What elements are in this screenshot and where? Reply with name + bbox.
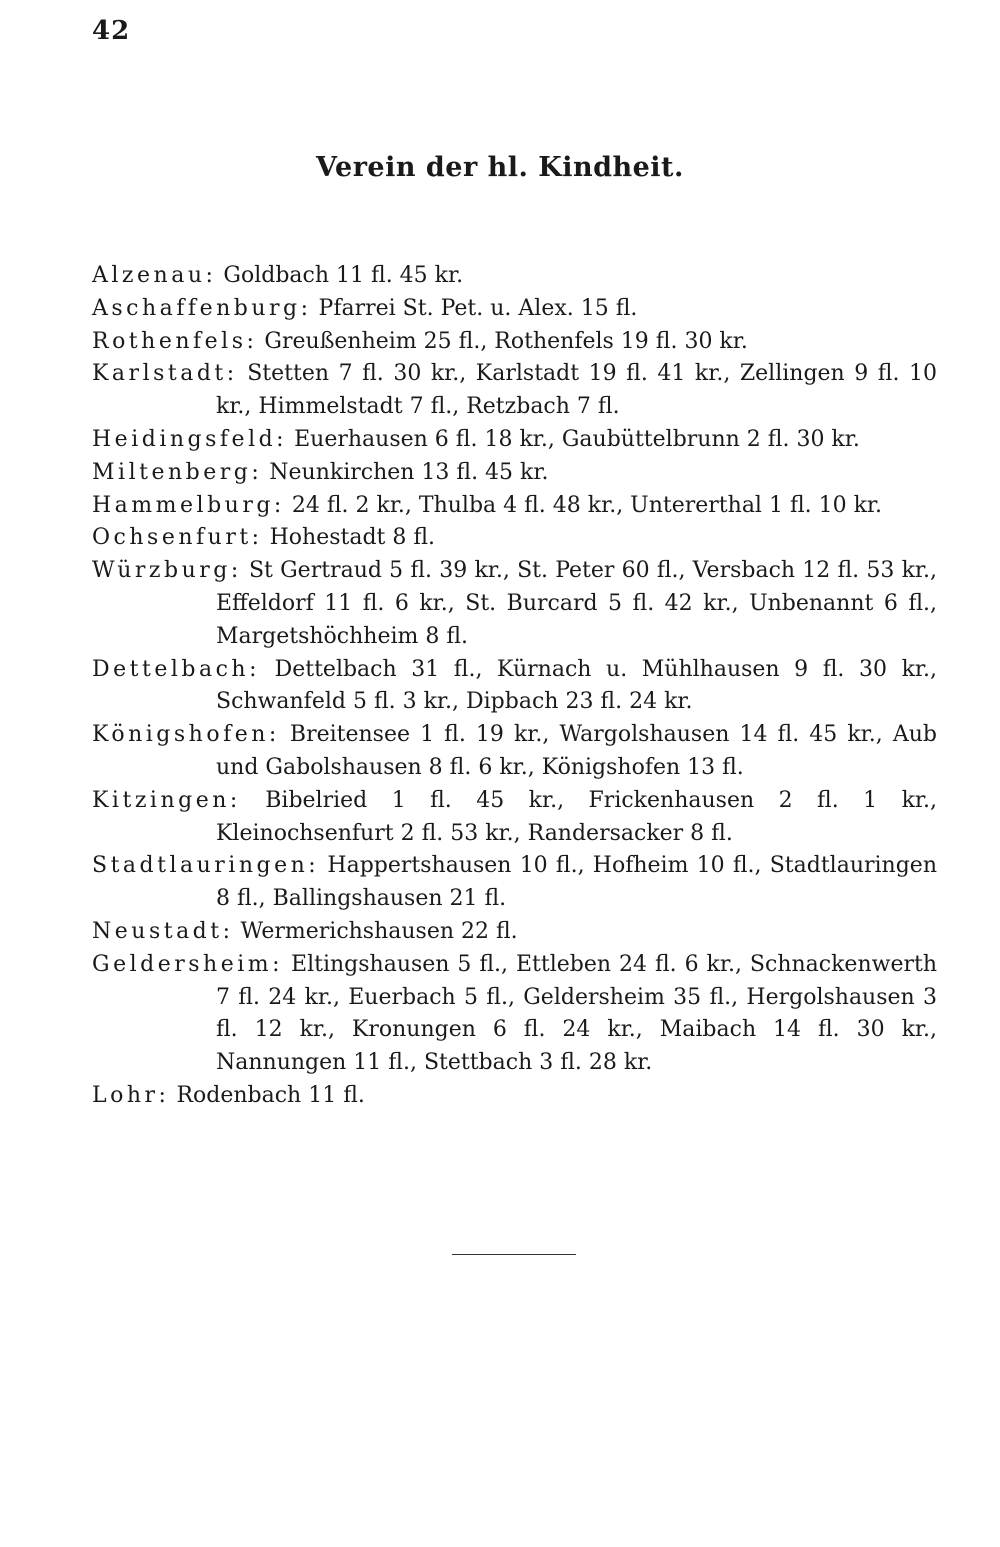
place-name: Dettelbach: [92,656,260,682]
list-item [92,260,937,293]
list-item [92,949,937,1080]
place-name: Karlstadt: [92,361,238,387]
list-item [92,490,937,523]
list-item [92,654,937,720]
place-name: Kitzingen: [92,787,241,813]
list-item [92,916,937,949]
entry-text: Stetten 7 fl. 30 kr., Karlstadt 19 fl. 41 kr., Zellingen 9 fl. 10 kr., Himmelstadt 7 fl., Retzbach 7 fl. [216,361,937,420]
page-title: Verein der hl. Kindheit. [316,152,684,183]
list-item [92,850,937,916]
entry-text: Eltingshausen 5 fl., Ettleben 24 fl. 6 kr., Schnackenwerth 7 fl. 24 kr., Euerbach 5 fl., Geldersheim 35 fl., Hergolshausen 3 fl. 12 kr., Kronungen 6 fl. 24 kr., Maibach 14 fl. 30 kr., Nannungen 11 fl., Stettbach 3 fl. 28 kr. [216,951,937,1076]
list-item [92,358,937,424]
list-item [92,719,937,785]
entry-text: 24 fl. 2 kr., Thulba 4 fl. 48 kr., Untererthal 1 fl. 10 kr. [291,492,883,518]
list-item [92,424,937,457]
donation-list [92,260,937,1113]
entry-text: Pfarrei St. Pet. u. Alex. 15 fl. [318,295,638,321]
list-item [92,555,937,653]
entry-text: Goldbach 11 fl. 45 kr. [223,263,464,288]
list-item [92,785,937,851]
entry-text: Euerhausen 6 fl. 18 kr., Gaubüttelbrunn 2 fl. 30 kr. [294,426,860,452]
place-name: Geldersheim: [92,951,284,977]
list-item [92,522,937,555]
section-divider [452,1254,576,1255]
place-name: Ochsenfurt: [92,525,263,551]
place-name: Heidingsfeld: [92,426,288,452]
place-name: Rothenfels: [92,328,258,354]
entry-text: Hohestadt 8 fl. [269,525,436,551]
entry-text: Greußenheim 25 fl., Rothenfels 19 fl. 30 kr. [264,328,748,354]
page-number: 42 [92,16,131,46]
place-name: Königshofen: [92,722,280,748]
list-item [92,1080,937,1113]
list-item [92,457,937,490]
place-name: Hammelburg: [92,492,285,518]
entry-text: Happertshausen 10 fl., Hofheim 10 fl., Stadtlauringen 8 fl., Ballingshausen 21 fl. [216,853,937,912]
list-item [92,326,937,359]
place-name: Aschaffenburg: [92,295,312,321]
entry-text: Wermerichshausen 22 fl. [240,918,518,944]
entry-text: Breitensee 1 fl. 19 kr., Wargolshausen 14 fl. 45 kr., Aub und Gabolshausen 8 fl. 6 kr., Königshofen 13 fl. [216,722,937,780]
entry-text: Bibelried 1 fl. 45 kr., Frickenhausen 2 fl. 1 kr., Kleinochsenfurt 2 fl. 53 kr., Randersacker 8 fl. [216,787,937,846]
place-name: Lohr: [92,1082,170,1108]
entry-text: Neunkirchen 13 fl. 45 kr. [269,459,549,485]
list-item [92,293,937,326]
entry-text: Rodenbach 11 fl. [176,1082,365,1108]
place-name: Miltenberg: [92,459,263,485]
place-name: Alzenau: [92,263,217,288]
place-name: Würzburg: [92,558,242,584]
entry-text: St Gertraud 5 fl. 39 kr., St. Peter 60 fl., Versbach 12 fl. 53 kr., Effeldorf 11 fl. 6 kr., St. Burcard 5 fl. 42 kr., Unbenannt 6 fl., Margetshöchheim 8 fl. [216,558,937,649]
entry-text: Dettelbach 31 fl., Kürnach u. Mühlhausen 9 fl. 30 kr., Schwanfeld 5 fl. 3 kr., Dipbach 23 fl. 24 kr. [216,656,937,715]
place-name: Stadtlauringen: [92,853,320,879]
place-name: Neustadt: [92,918,234,944]
